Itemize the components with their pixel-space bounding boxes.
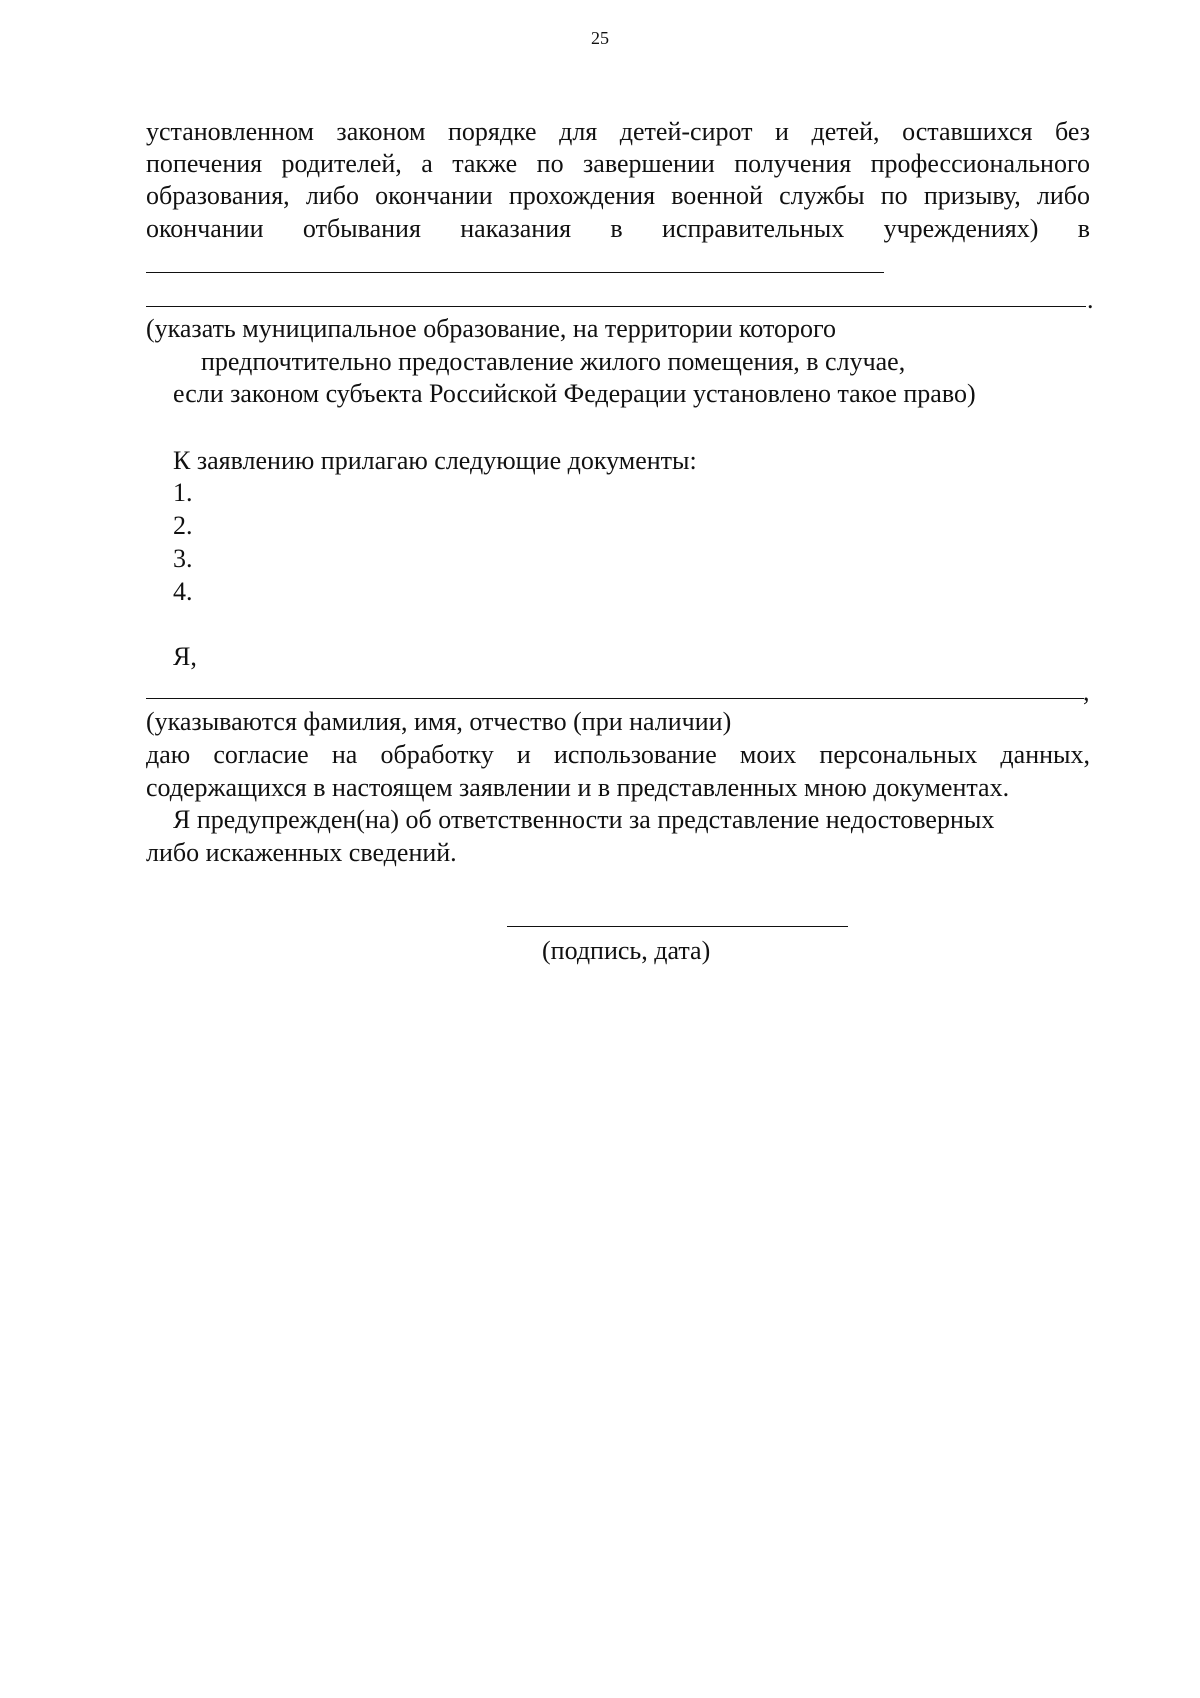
paragraph1-line3: образования, либо окончании прохождения военной службы по призыву, либо [146, 181, 1090, 210]
municipality-note-line1: (указать муниципальное образование, на территории которого [146, 314, 837, 343]
paragraph1-line4 [146, 213, 1090, 245]
paragraph1-line4-word: в [1077, 214, 1090, 243]
paragraph1-line4-word: исправительных [662, 214, 845, 243]
consent-line1: даю согласие на обработку и использование моих персональных данных, [146, 740, 1090, 769]
paragraph1-line4-word: окончании [146, 214, 264, 243]
paragraph1-line4-word: учреждениях) [883, 214, 1039, 243]
warning-line1: Я предупрежден(на) об ответственности за представление недостоверных [173, 805, 995, 834]
paragraph1-line4-word: в [610, 214, 623, 243]
attachment-item-3: 3. [173, 544, 193, 573]
paragraph1-line2: попечения родителей, а также по завершении получения профессионального [146, 149, 1090, 178]
municipality-blank-line-1[interactable] [146, 272, 884, 273]
attachments-intro: К заявлению прилагаю следующие документы: [173, 446, 697, 475]
consent-i-label: Я, [173, 642, 197, 671]
signature-blank-line[interactable] [507, 926, 848, 927]
consent-name-blank-line[interactable] [146, 698, 1084, 699]
attachment-item-2: 2. [173, 511, 193, 540]
paragraph1-line4-word: наказания [460, 214, 572, 243]
municipality-note-line2: предпочтительно предоставление жилого помещения, в случае, [201, 347, 906, 376]
municipality-blank-line-2[interactable] [146, 306, 1086, 307]
municipality-note-line3: если законом субъекта Российской Федерации установлено такое право) [173, 379, 976, 408]
signature-caption: (подпись, дата) [542, 936, 711, 965]
attachment-item-1: 1. [173, 478, 193, 507]
warning-line2: либо искаженных сведений. [146, 838, 457, 867]
consent-line2: содержащихся в настоящем заявлении и в представленных мною документах. [146, 773, 1010, 802]
attachment-item-4: 4. [173, 577, 193, 606]
paragraph1-line4-word: отбывания [302, 214, 421, 243]
consent-line-end-comma: , [1083, 677, 1090, 706]
municipality-line-end-period: . [1087, 285, 1094, 314]
page-number: 25 [591, 28, 609, 48]
consent-name-note: (указываются фамилия, имя, отчество (при наличии) [146, 707, 732, 736]
paragraph1-line1: установленном законом порядке для детей-сирот и детей, оставшихся без [146, 117, 1090, 146]
